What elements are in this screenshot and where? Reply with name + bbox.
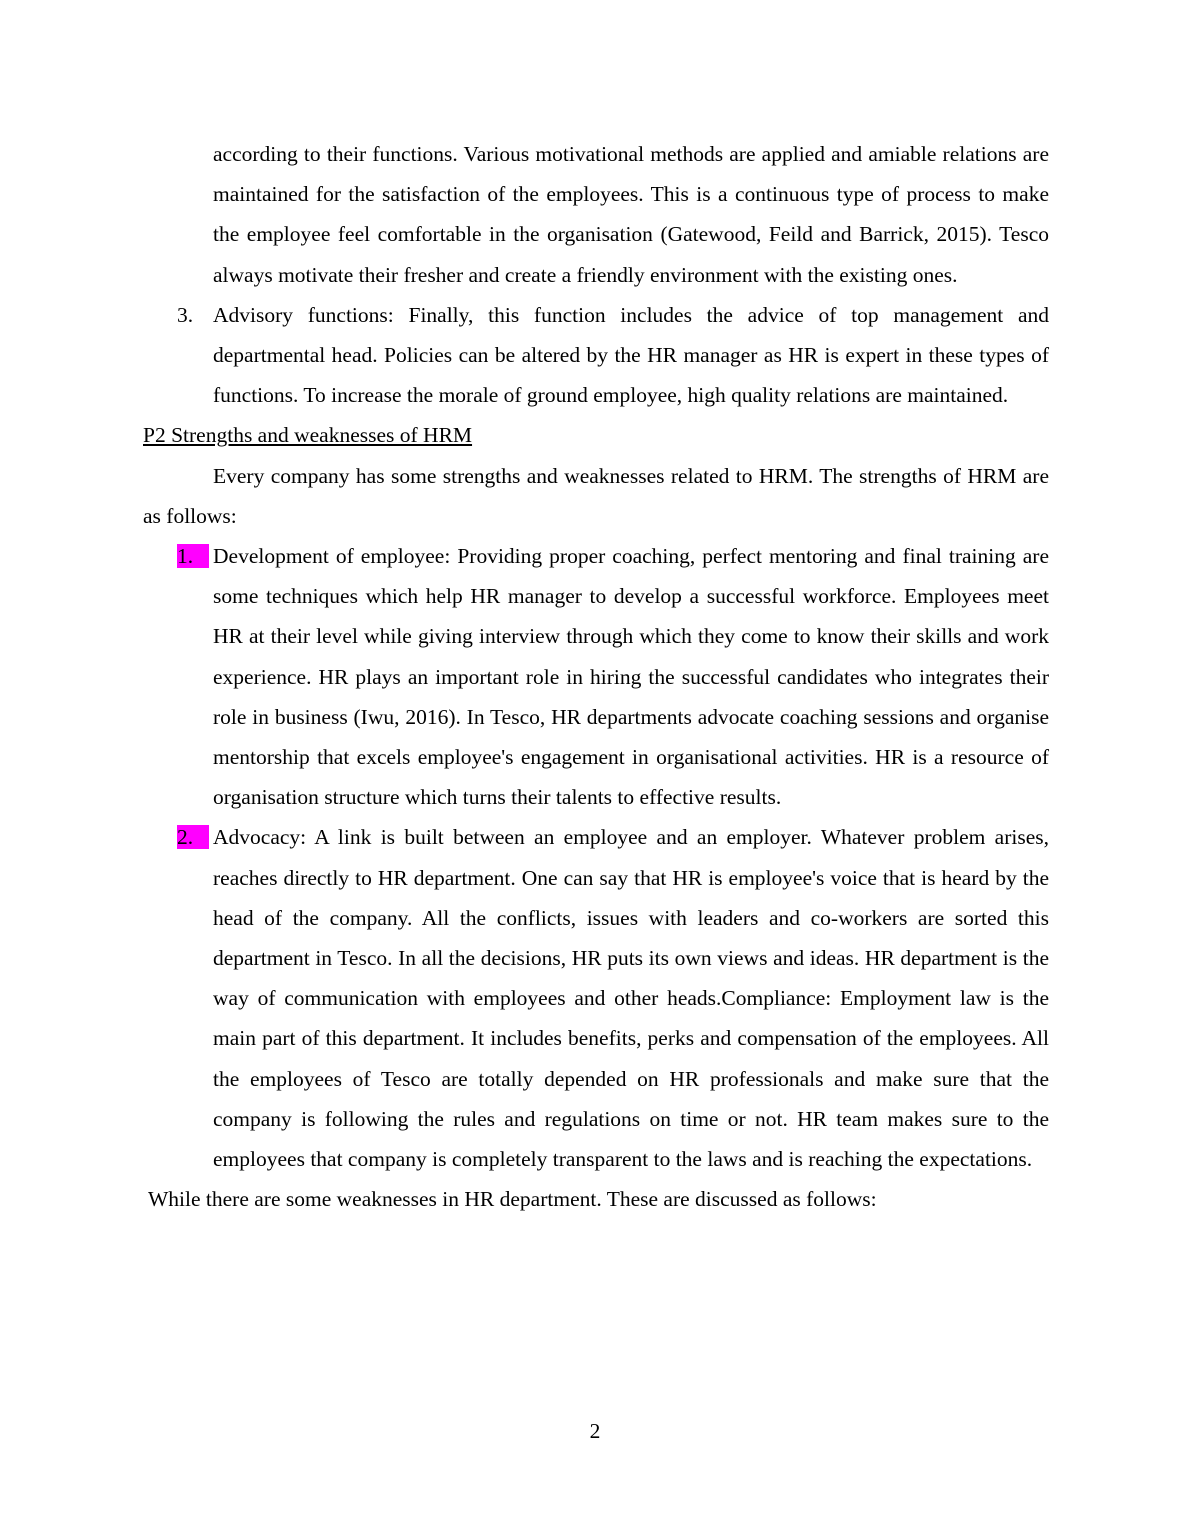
document-page xyxy=(143,134,1049,1219)
closing-paragraph: While there are some weaknesses in HR department. These are discussed as follows: xyxy=(148,1187,877,1212)
highlighted-number: 1. xyxy=(177,544,209,568)
list-number xyxy=(177,536,213,576)
list-item-text: Development of employee: Providing proper coaching, perfect mentoring and final training are some techniques which help HR manager to develop a successful workforce. Employees meet HR at their level while giving interview through which they come to know their skills and work experience. HR plays an important role in hiring the successful candidates who integrates their role in business (Iwu, 2016). In Tesco, HR departments advocate coaching sessions and organise mentorship that excels employee's engagement in organisational activities. HR is a resource of organisation structure which turns their talents to effective results. xyxy=(213,544,1049,810)
list-item-advisory xyxy=(143,295,1049,416)
list-number: 3. xyxy=(177,302,194,327)
list-item-development xyxy=(143,536,1049,817)
list-item-advocacy xyxy=(143,817,1049,1179)
section-intro: Every company has some strengths and weaknesses related to HRM. The strengths of HRM are as follows: xyxy=(143,463,1049,528)
section-heading: P2 Strengths and weaknesses of HRM xyxy=(143,423,473,448)
continuation-paragraph: according to their functions. Various motivational methods are applied and amiable relations are maintained for the satisfaction of the employees. This is a continuous type of process to make the employee feel comfortable in the organisation (Gatewood, Feild and Barrick, 2015). Tesco always motivate their fresher and create a friendly environment with the existing ones. xyxy=(213,142,1049,287)
list-item-text: Advocacy: A link is built between an employee and an employer. Whatever problem arises, reaches directly to HR department. One can say that HR is employee's voice that is heard by the head of the company. All the conflicts, issues with leaders and co-workers are sorted this department in Tesco. In all the decisions, HR puts its own views and ideas. HR department is the way of communication with employees and other heads.Compliance: Employment law is the main part of this department. It includes benefits, perks and compensation of the employees. All the employees of Tesco are totally depended on HR professionals and make sure that the company is following the rules and regulations on time or not. HR team makes sure to the employees that company is completely transparent to the laws and is reaching the expectations. xyxy=(213,825,1049,1172)
highlighted-number: 2. xyxy=(177,825,209,849)
list-item-text: Advisory functions: Finally, this function includes the advice of top management and departmental head. Policies can be altered by the HR manager as HR is expert in these types of functions. To increase the morale of ground employee, high quality relations are maintained. xyxy=(213,302,1049,408)
list-number xyxy=(177,817,213,857)
page-number: 2 xyxy=(589,1419,601,1443)
